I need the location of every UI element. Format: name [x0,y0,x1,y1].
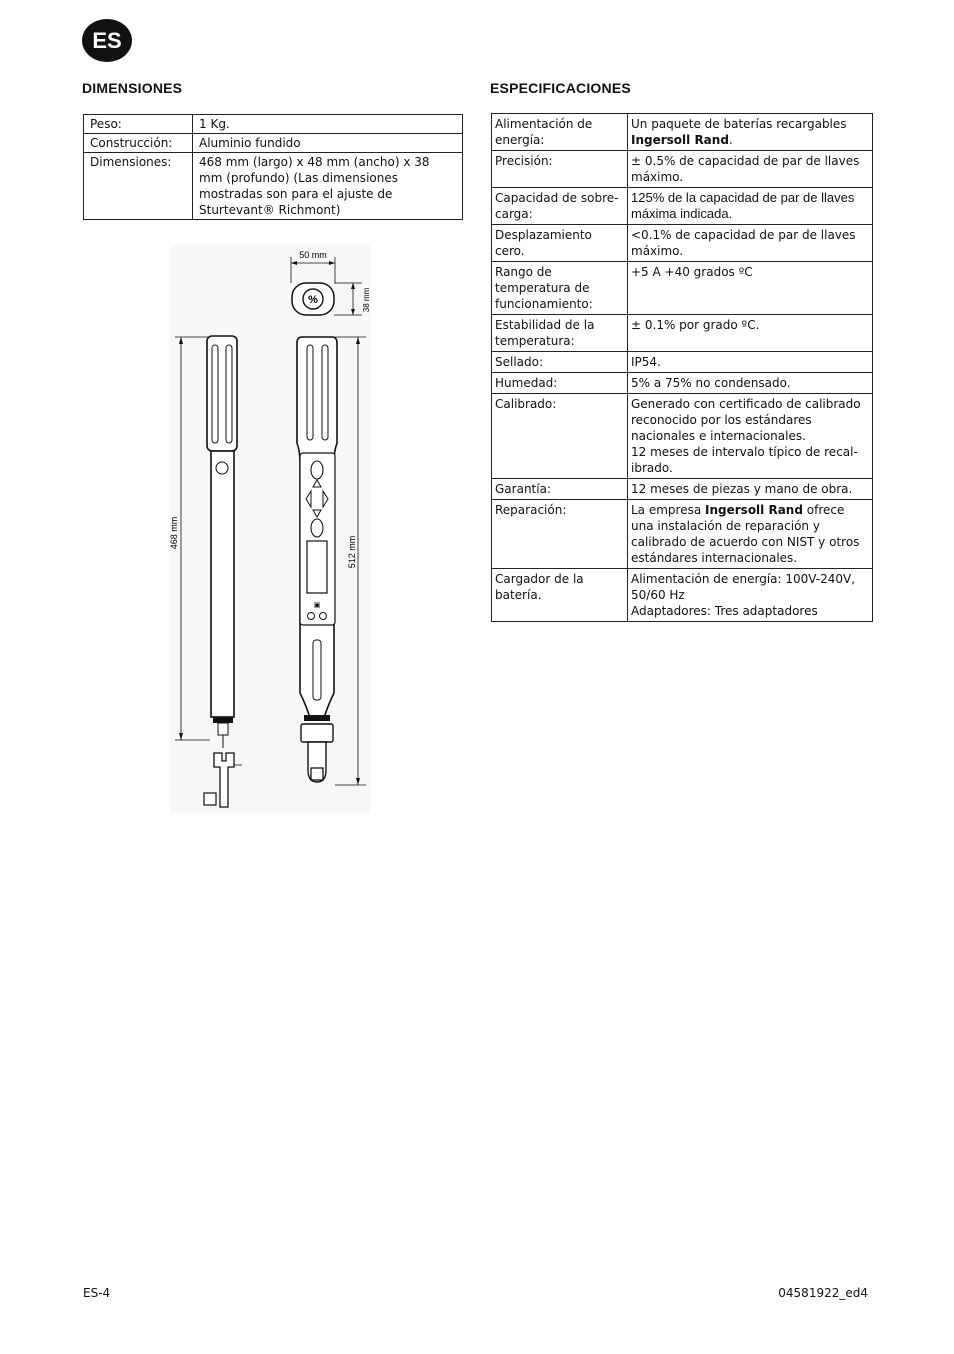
spec-value [628,569,873,622]
spec-label: Rango de temperatura de funcionamiento: [492,262,628,315]
specifications-title: ESPECIFICACIONES [490,80,631,96]
spec-label: Reparación: [492,500,628,569]
table-row [84,115,463,134]
table-row [492,315,873,352]
wrench-end-view [292,283,334,315]
spec-value: ± 0.5% de capacidad de par de llaves máximo. [628,151,873,188]
table-row [492,479,873,500]
spec-label: Calibrado: [492,394,628,479]
total-length-label: 512 mm [347,535,357,569]
table-row [84,134,463,153]
spec-value-text: Alimentación de energía: 100V-240V, 50/60 Hz [631,572,856,602]
spec-value: IP54. [628,352,873,373]
dimension-label: Peso: [84,115,193,134]
spec-value [628,394,873,479]
table-row [84,153,463,220]
svg-text:▣: ▣ [313,602,321,609]
spec-label: Cargador de la batería. [492,569,628,622]
dimension-value: 468 mm (largo) x 48 mm (ancho) x 38 mm (profundo) (Las dimensiones mostradas son para el ajuste de Sturtevant® Richmont) [193,153,463,220]
spec-label: Precisión: [492,151,628,188]
spec-value-text: Generado con certificado de calibrado reconocido por los estándares nacionales e internacionales. [631,397,861,443]
specifications-table [491,113,873,622]
table-row [492,569,873,622]
dimension-value: 1 Kg. [193,115,463,134]
spec-value: 125% de la capacidad de par de llaves máxima indicada. [628,188,873,225]
spec-value-text: ofrece una instalación de reparación y calibrado de acuerdo con NIST y otros estándares internacionales. [631,503,860,565]
table-row [492,262,873,315]
table-row [492,188,873,225]
table-row [492,500,873,569]
spec-value [628,114,873,151]
spec-value: +5 A +40 grados ºC [628,262,873,315]
svg-text:%: % [308,294,318,306]
dimensions-title: DIMENSIONES [82,80,183,96]
spec-value: ± 0.1% por grado ºC. [628,315,873,352]
spec-label: Estabilidad de la temperatura: [492,315,628,352]
table-row [492,151,873,188]
spec-label: Garantía: [492,479,628,500]
spec-label: Desplazamiento cero. [492,225,628,262]
spec-label: Humedad: [492,373,628,394]
width-dimension-label: 50 mm [299,250,327,260]
spec-value-text: Adaptadores: Tres adaptadores [631,604,818,618]
dimension-label: Dimensiones: [84,153,193,220]
spec-value: 5% a 75% no condensado. [628,373,873,394]
wrench-dimension-drawing [170,245,370,813]
dimension-value: Aluminio fundido [193,134,463,153]
table-row [492,225,873,262]
language-badge [82,19,132,62]
spec-value: 12 meses de piezas y mano de obra. [628,479,873,500]
table-row [492,352,873,373]
brand-name: Ingersoll Rand [705,503,803,517]
spec-value-text: . [728,133,733,147]
spec-value: <0.1% de capacidad de par de llaves máximo. [628,225,873,262]
spec-value-text: Un paquete de baterías recargables [631,117,847,131]
page-number: ES-4 [83,1286,111,1300]
table-row [492,373,873,394]
spec-value-text: La empresa [631,503,706,517]
brand-name: Ingersoll Rand [631,133,729,147]
spec-value [628,500,873,569]
depth-dimension-label: 38 mm [362,287,371,313]
dimension-label: Construcción: [84,134,193,153]
dimensions-table [83,114,463,220]
language-badge-label: ES [92,27,122,53]
table-row [492,394,873,479]
spec-label: Capacidad de sobre-carga: [492,188,628,225]
spec-label: Alimentación de energía: [492,114,628,151]
document-code: 04581922_ed4 [778,1286,868,1300]
handle-length-label: 468 mm [169,516,179,550]
table-row [492,114,873,151]
spec-value-text: 12 meses de intervalo típico de recal-ibrado. [631,445,858,475]
spec-label: Sellado: [492,352,628,373]
